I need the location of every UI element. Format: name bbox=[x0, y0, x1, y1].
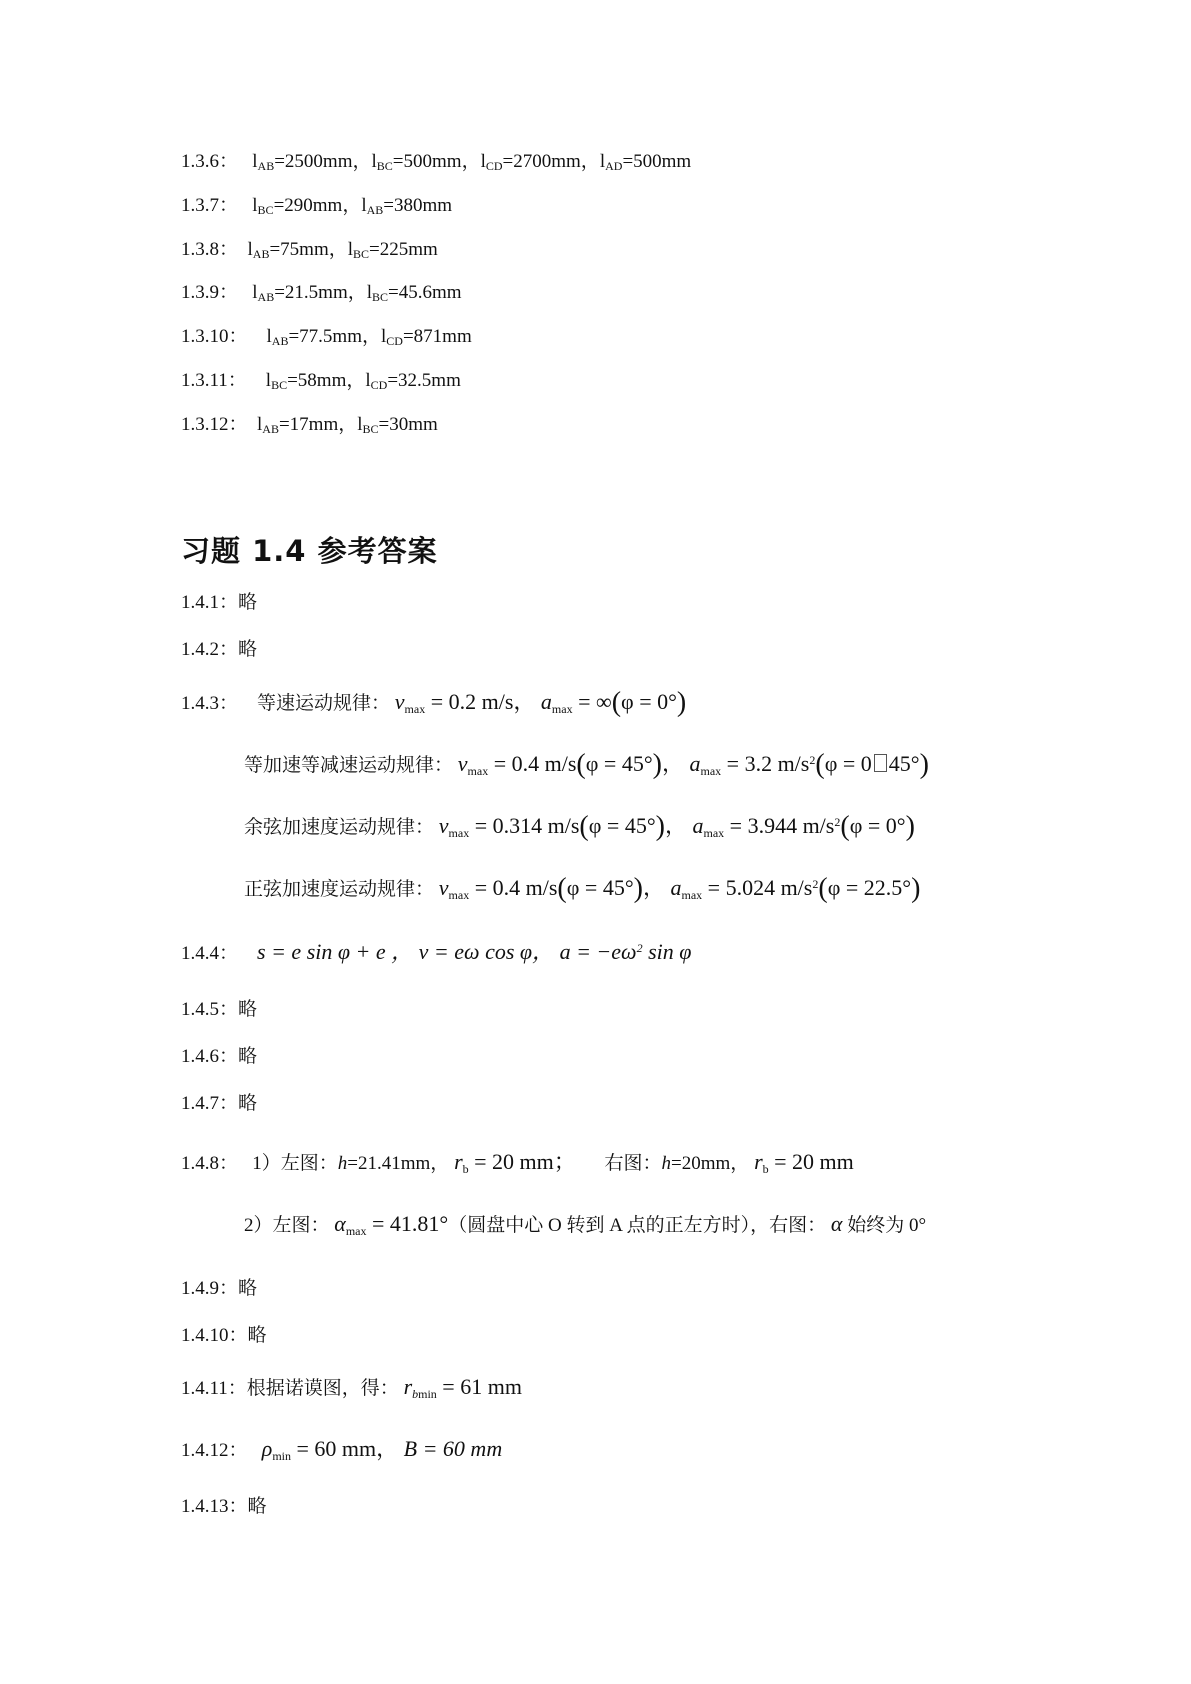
answer-1-3-9 bbox=[181, 281, 462, 305]
answer-1-4-1 bbox=[181, 591, 257, 615]
answer-1-4-9 bbox=[181, 1277, 257, 1301]
answer-1-4-3-line2 bbox=[244, 749, 929, 780]
length-values: $l_{AB}=17mm$，$l_{BC}=30mm$ bbox=[252, 414, 438, 436]
answer-text: 略 bbox=[238, 999, 258, 1020]
velocity-formula: $v_{max} = 0.2$ m/s， $a_{max} = \infty(\varphi = 0^\circ)$ bbox=[394, 687, 687, 718]
item-number: 1.3.8： bbox=[181, 239, 239, 260]
base-radius-formula: $r_b = 20$ mm； bbox=[454, 1149, 576, 1176]
length-values: $l_{BC}=290mm$，$l_{AB}=380mm$ bbox=[242, 195, 453, 217]
answer-1-4-12 bbox=[181, 1437, 502, 1463]
velocity-formula: $v_{max} = 0.4$ m/s(φ = 45°)， $a_{max} = 5.024$ $m/s^2(\varphi = 22.5^\circ)$ bbox=[438, 873, 921, 904]
velocity-formula: $v_{max} = 0.314$ m/s(φ = 45°)， $a_{max} = 3.944$ $m/s^2(\varphi = 0^\circ)$ bbox=[438, 811, 915, 842]
item-number: 1.3.6： bbox=[181, 151, 239, 172]
answer-text: 略 bbox=[238, 639, 258, 660]
min-base-radius-formula: $r_{bmin} = 61$ mm bbox=[403, 1374, 522, 1401]
answer-1-3-6 bbox=[181, 150, 691, 174]
answer-1-4-3-line4 bbox=[244, 873, 921, 904]
part-label: 1）左图： bbox=[252, 1153, 338, 1174]
item-number: 1.4.13： bbox=[181, 1496, 248, 1517]
answer-text: 略 bbox=[247, 1325, 267, 1346]
answer-1-3-10 bbox=[181, 325, 472, 349]
part-label: 2）左图： bbox=[244, 1215, 330, 1236]
section-heading: 习题 1.4 参考答案 bbox=[181, 534, 438, 568]
answer-1-4-5 bbox=[181, 998, 257, 1022]
answer-text: 略 bbox=[238, 1278, 258, 1299]
motion-law-label: 正弦加速度运动规律： bbox=[244, 879, 435, 900]
answer-text: 略 bbox=[238, 1093, 258, 1114]
answer-1-4-8-part1: 1.4.8： 1）左图：h=21.41mm， $r_b = 20$ mm； 右图：h=20mm， $r_b = 20$ mm bbox=[181, 1149, 854, 1176]
item-number: 1.4.9： bbox=[181, 1278, 239, 1299]
answer-1-3-11 bbox=[181, 369, 461, 393]
item-number: 1.4.12： bbox=[181, 1440, 248, 1461]
note-text: 始终为 0° bbox=[847, 1215, 927, 1236]
item-number: 1.3.9： bbox=[181, 282, 239, 303]
motion-law-label: 等加速等减速运动规律： bbox=[244, 755, 454, 776]
answer-1-3-7 bbox=[181, 194, 452, 218]
item-number: 1.4.11： bbox=[181, 1378, 247, 1399]
motion-law-label: 余弦加速度运动规律： bbox=[244, 817, 435, 838]
answer-1-3-8 bbox=[181, 238, 438, 262]
right-figure-label: 右图： bbox=[604, 1153, 662, 1174]
answer-text: 略 bbox=[247, 1496, 267, 1517]
item-number: 1.3.7： bbox=[181, 195, 239, 216]
answer-1-4-8-part2 bbox=[244, 1212, 926, 1238]
answer-1-4-3-line3 bbox=[244, 811, 915, 842]
answer-1-4-7 bbox=[181, 1092, 257, 1116]
answer-text: 略 bbox=[238, 592, 258, 613]
velocity-formula: $v_{max} = 0.4$ m/s(φ = 45°)， $a_{max} = 3.2$ $m/s^2(\varphi = 0$ 45°) bbox=[457, 749, 929, 780]
item-number: 1.4.6： bbox=[181, 1046, 239, 1067]
curvature-formula: $\rho_{min} = 60$ mm， B = 60 mm bbox=[261, 1436, 503, 1463]
item-number: 1.4.10： bbox=[181, 1325, 248, 1346]
symbol-h: h bbox=[337, 1153, 348, 1174]
answer-1-4-11 bbox=[181, 1375, 522, 1401]
length-values: $l_{AB}=75mm$，$l_{BC}=225mm$ bbox=[242, 239, 438, 261]
base-radius-formula: $r_b = 20$ mm bbox=[754, 1149, 854, 1176]
motion-law-label: 等速运动规律： bbox=[257, 693, 391, 714]
symbol-h: h bbox=[661, 1153, 672, 1174]
length-values: $l_{AB}=21.5mm$，$l_{BC}=45.6mm$ bbox=[242, 282, 462, 304]
answer-1-4-6 bbox=[181, 1045, 257, 1069]
note-text: （圆盘中心 O 转到 A 点的正左方时），右图： bbox=[448, 1215, 827, 1236]
item-number: 1.4.1： bbox=[181, 592, 239, 613]
item-number: 1.4.5： bbox=[181, 999, 239, 1020]
missing-glyph-box bbox=[874, 754, 887, 772]
item-number: 1.3.10： bbox=[181, 326, 248, 347]
answer-1-4-4 bbox=[181, 940, 691, 966]
item-number: 1.4.8： bbox=[181, 1153, 239, 1174]
length-values: $l_{AB}=77.5mm$，$l_{CD}=871mm$ bbox=[252, 326, 472, 348]
pressure-angle-formula: $\alpha_{max} = 41.81^\circ$ bbox=[334, 1211, 449, 1238]
answer-1-3-12 bbox=[181, 413, 438, 437]
answer-text: 根据诺谟图，得： bbox=[246, 1378, 399, 1399]
answer-text: 略 bbox=[238, 1046, 258, 1067]
item-number: 1.4.3： bbox=[181, 693, 239, 714]
item-number: 1.4.7： bbox=[181, 1093, 239, 1114]
item-number: 1.3.12： bbox=[181, 414, 248, 435]
answer-1-4-2 bbox=[181, 638, 257, 662]
answer-1-4-3-line1 bbox=[181, 687, 687, 718]
answer-1-4-13 bbox=[181, 1495, 267, 1519]
length-values: $l_{BC}=58mm$，$l_{CD}=32.5mm$ bbox=[251, 370, 461, 392]
item-number: 1.4.4： bbox=[181, 943, 239, 964]
symbol-alpha: α bbox=[830, 1211, 843, 1236]
item-number: 1.3.11： bbox=[181, 370, 247, 391]
length-values: $l_{AB}=2500mm$，$l_{BC}=500mm$，$l_{CD}=2700mm$，$l_{AD}=500mm$ bbox=[242, 151, 692, 173]
answer-1-4-10 bbox=[181, 1324, 267, 1348]
item-number: 1.4.2： bbox=[181, 639, 239, 660]
kinematic-formulas: s = e sin φ + e ， v = eω cos φ， $a = -e\omega^2$ sin φ bbox=[257, 939, 692, 964]
